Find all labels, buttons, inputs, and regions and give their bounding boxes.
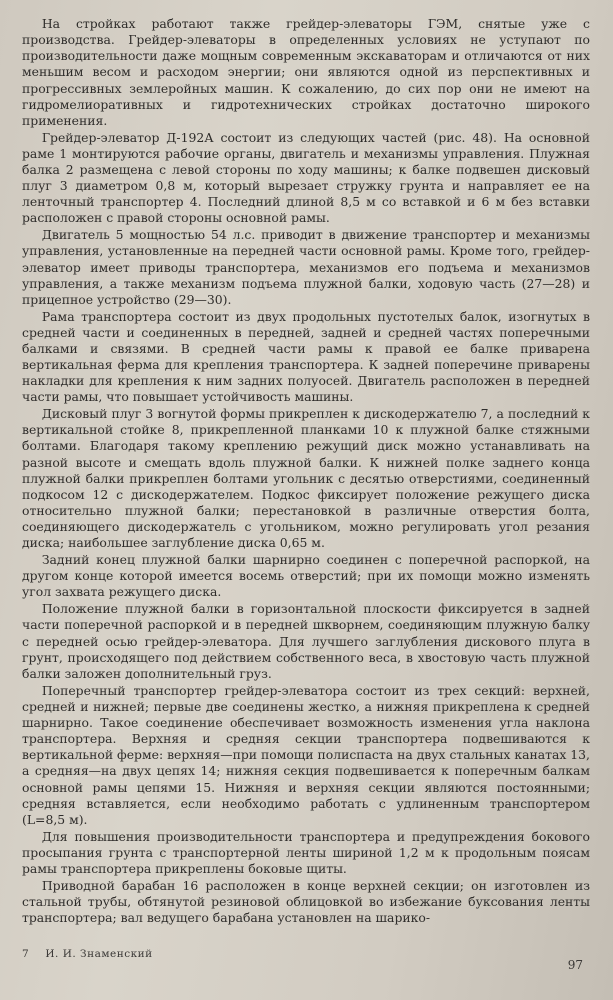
paragraph: Дисковый плуг 3 вогнутой формы прикреплен к дискодержателю 7, а последний к вертикальной стойке 8, прикрепленной планками 10 к плужной балке стяжными болтами. Благодаря такому креплению режущий диск можно устанавливать на разной высоте и смещать вдоль плужной балки. К нижней полке заднего конца плужной балки прикреплен болтами угольник с десятью отверстиями, соединенный подкосом 12 с дискодержателем. Подкос фиксирует положение режущего диска относительно плужной балки; перестановкой в различные отверстия болта, соединяющего дискодержатель с угольником, можно регулировать угол резания диска; наибольшее заглубление диска 0,65 м. xyxy=(22,406,590,551)
paragraph: Для повышения производительности транспортера и предупреждения бокового просыпания грунта с транспортерной ленты шириной 1,2 м к продольным поясам рамы транспортера прикреплены боковые щиты. xyxy=(22,828,590,876)
signature-number: 7 xyxy=(22,948,29,960)
page-text xyxy=(22,16,590,926)
paragraph: Положение плужной балки в горизонтальной плоскости фиксируется в задней части поперечной распоркой и в передней шкворнем, соединяющим плужную балку с передней осью грейдер-элеватора. Для лучшего заглубления дискового плуга в грунт, происходящего под действием собственного веса, в хвостовую часть плужной балки заложен дополнительный груз. xyxy=(22,601,590,681)
paragraph: Поперечный транспортер грейдер-элеватора состоит из трех секций: верхней, средней и нижней; первые две соединены жестко, а нижняя прикреплена к средней шарнирно. Такое соединение обеспечивает возможность изменения угла наклона транспортера. Верхняя и средняя секции транспортера подвешиваются к вертикальной ферме: верхняя—при помощи полиспаста на двух стальных канатах 13, а средняя—на двух цепях 14; нижняя секция подвешивается к поперечным балкам основной рамы цепями 15. Нижняя и верхняя секции являются постоянными; средняя вставляется, если необходимо работать с удлиненным транспортером (L=8,5 м). xyxy=(22,682,590,827)
paragraph: На стройках работают также грейдер-элеваторы ГЭМ, снятые уже с производства. Грейдер-элеваторы в определенных условиях не уступают по производительности даже мощным современным экскаваторам и отличаются от них меньшим весом и расходом энергии; они являются одной из перспективных и прогрессивных землеройных машин. К сожалению, до сих пор они не имеют на гидромелиоративных и гидротехнических стройках достаточно широкого применения. xyxy=(22,16,590,128)
paragraph: Приводной барабан 16 расположен в конце верхней секции; он изготовлен из стальной трубы, обтянутой резиновой облицовкой во избежание буксования ленты транспортера; вал ведущего барабана установлен на шарико- xyxy=(22,877,590,925)
author-name: И. И. Знаменский xyxy=(45,948,153,960)
paragraph: Задний конец плужной балки шарнирно соединен с поперечной распоркой, на другом конце которой имеется восемь отверстий; при их помощи можно изменять угол захвата режущего диска. xyxy=(22,552,590,600)
page-footer xyxy=(22,948,590,960)
paragraph: Двигатель 5 мощностью 54 л.с. приводит в движение транспортер и механизмы управления, установленные на передней части основной рамы. Кроме того, грейдер-элеватор имеет приводы транспортера, механизмов его подъема и механизмов управления, а также механизм подъема плужной балки, ходовую часть (27—28) и прицепное устройство (29—30). xyxy=(22,227,590,307)
paragraph: Рама транспортера состоит из двух продольных пустотелых балок, изогнутых в средней части и соединенных в передней, задней и средней частях поперечными балками и связями. В средней части рамы к правой ее балке приварена вертикальная ферма для крепления транспортера. К задней поперечине приварены накладки для крепления к ним задних полуосей. Двигатель расположен в передней части рамы, что повышает устойчивость машины. xyxy=(22,308,590,405)
page-number: 97 xyxy=(567,958,583,972)
paragraph: Грейдер-элеватор Д-192А состоит из следующих частей (рис. 48). На основной раме 1 монтируются рабочие органы, двигатель и механизмы управления. Плужная балка 2 размещена с левой стороны по ходу машины; к балке подвешен дисковый плуг 3 диаметром 0,8 м, который вырезает стружку грунта и направляет ее на ленточный транспортер 4. Последний длиной 8,5 м со вставкой и 6 м без вставки расположен с правой стороны основной рамы. xyxy=(22,129,590,226)
